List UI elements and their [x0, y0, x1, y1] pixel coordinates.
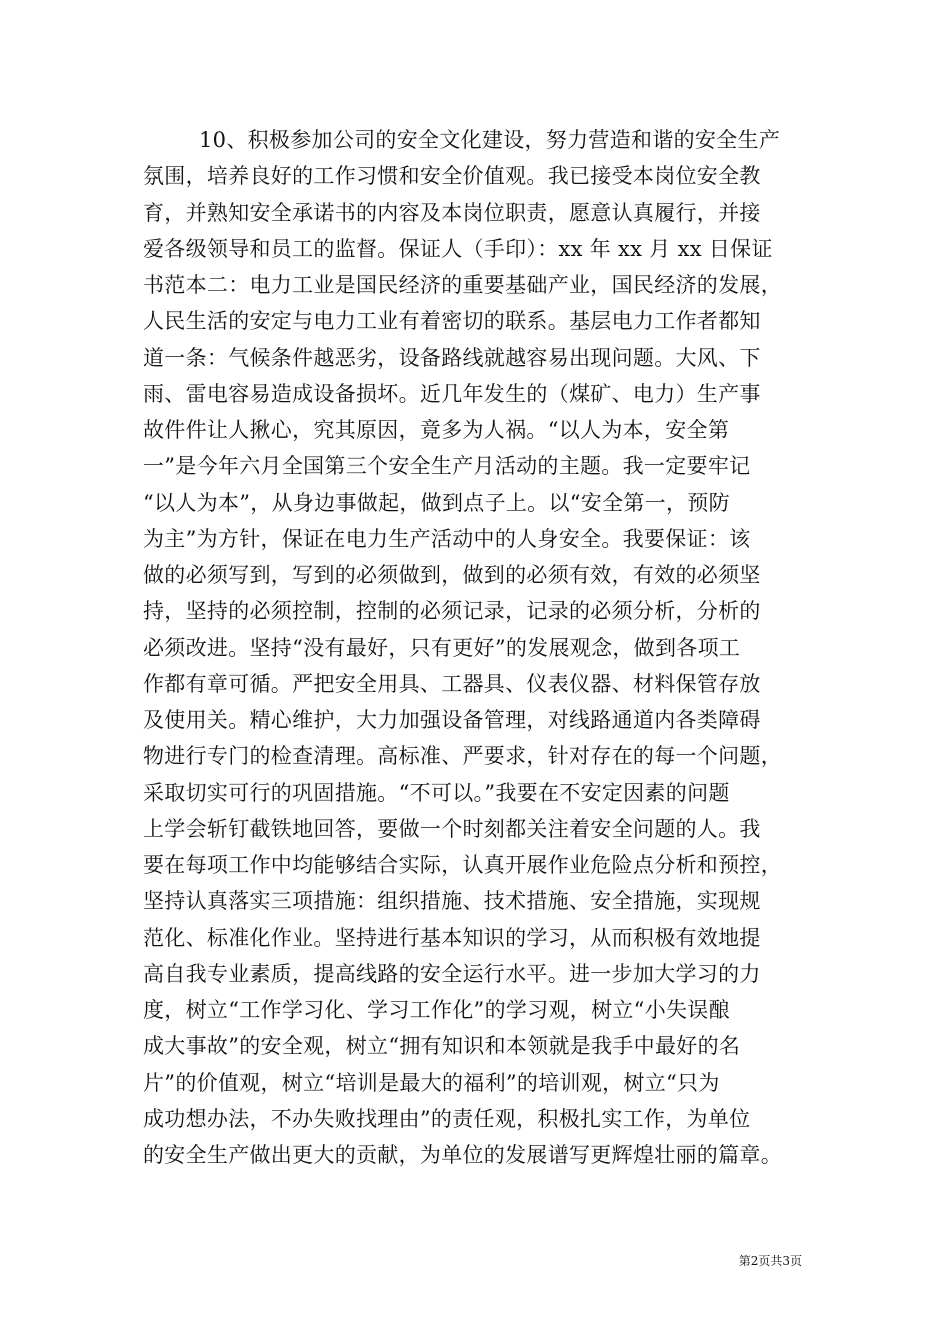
text-line: 作都有章可循。严把安全用具、工器具、仪表仪器、材料保管存放: [143, 671, 761, 696]
text-line: 坚持认真落实三项措施：组织措施、技术措施、安全措施，实现规: [143, 889, 761, 914]
text-line: 书范本二：电力工业是国民经济的重要基础产业，国民经济的发展，: [143, 273, 782, 297]
text-line: 高自我专业素质，提高线路的安全运行水平。进一步加大学习的力: [143, 961, 761, 986]
text-line: 片”的价值观，树立“培训是最大的福利”的培训观，树立“只为: [143, 1070, 720, 1095]
text-line: 成大事故”的安全观，树立“拥有知识和本领就是我手中最好的名: [143, 1034, 741, 1059]
text-line: 持，坚持的必须控制，控制的必须记录，记录的必须分析，分析的: [143, 599, 761, 624]
text-line: 采取切实可行的巩固措施。“不可以。”我要在不安定因素的问题: [143, 780, 730, 805]
page-number: 第2页共3页: [738, 1254, 802, 1268]
text-line: 雨、雷电容易造成设备损坏。近几年发生的（煤矿、电力）生产事: [143, 381, 761, 406]
text-line: 物进行专门的检查清理。高标准、严要求，针对存在的每一个问题，: [143, 744, 782, 769]
text-line: 上学会斩钉截铁地回答，要做一个时刻都关注着安全问题的人。我: [143, 816, 761, 841]
text-line: 氛围，培养良好的工作习惯和安全价值观。我已接受本岗位安全教: [143, 164, 761, 189]
text-line: 道一条：气候条件越恶劣，设备路线就越容易出现问题。大风、下: [143, 345, 761, 370]
text-line: 爱各级领导和员工的监督。保证人（手印）：xx 年 xx 月 xx 日保证: [143, 236, 773, 261]
text-line: 故件件让人揪心，究其原因，竟多为人祸。“以人为本，安全第: [143, 418, 730, 442]
text-line: 成功想办法，不办失败找理由”的责任观，积极扎实工作，为单位: [143, 1106, 751, 1131]
text-line: 必须改进。坚持“没有最好，只有更好”的发展观念，做到各项工: [143, 635, 741, 660]
text-line: 的安全生产做出更大的贡献，为单位的发展谱写更辉煌壮丽的篇章。: [143, 1143, 782, 1167]
text-line: 育，并熟知安全承诺书的内容及本岗位职责，愿意认真履行，并接: [143, 200, 761, 225]
text-line: 人民生活的安定与电力工业有着密切的联系。基层电力工作者都知: [143, 309, 761, 334]
text-line: 一”是今年六月全国第三个安全生产月活动的主题。我一定要牢记: [143, 454, 751, 479]
body-text: [143, 122, 813, 1173]
text-line: 范化、标准化作业。坚持进行基本知识的学习，从而积极有效地提: [143, 925, 761, 950]
text-line: 10、积极参加公司的安全文化建设，努力营造和谐的安全生产: [199, 128, 781, 152]
text-line: 及使用关。精心维护，大力加强设备管理，对线路通道内各类障碍: [143, 708, 761, 732]
text-line: “以人为本”，从身边事做起，做到点子上。以“安全第一，预防: [143, 490, 730, 515]
text-line: 做的必须写到，写到的必须做到，做到的必须有效，有效的必须坚: [143, 563, 761, 587]
text-line: 要在每项工作中均能够结合实际，认真开展作业危险点分析和预控，: [143, 853, 782, 877]
text-line: 度，树立“工作学习化、学习工作化”的学习观，树立“小失误酿: [143, 998, 730, 1022]
text-line: 为主”为方针，保证在电力生产活动中的人身安全。我要保证：该: [143, 526, 751, 551]
